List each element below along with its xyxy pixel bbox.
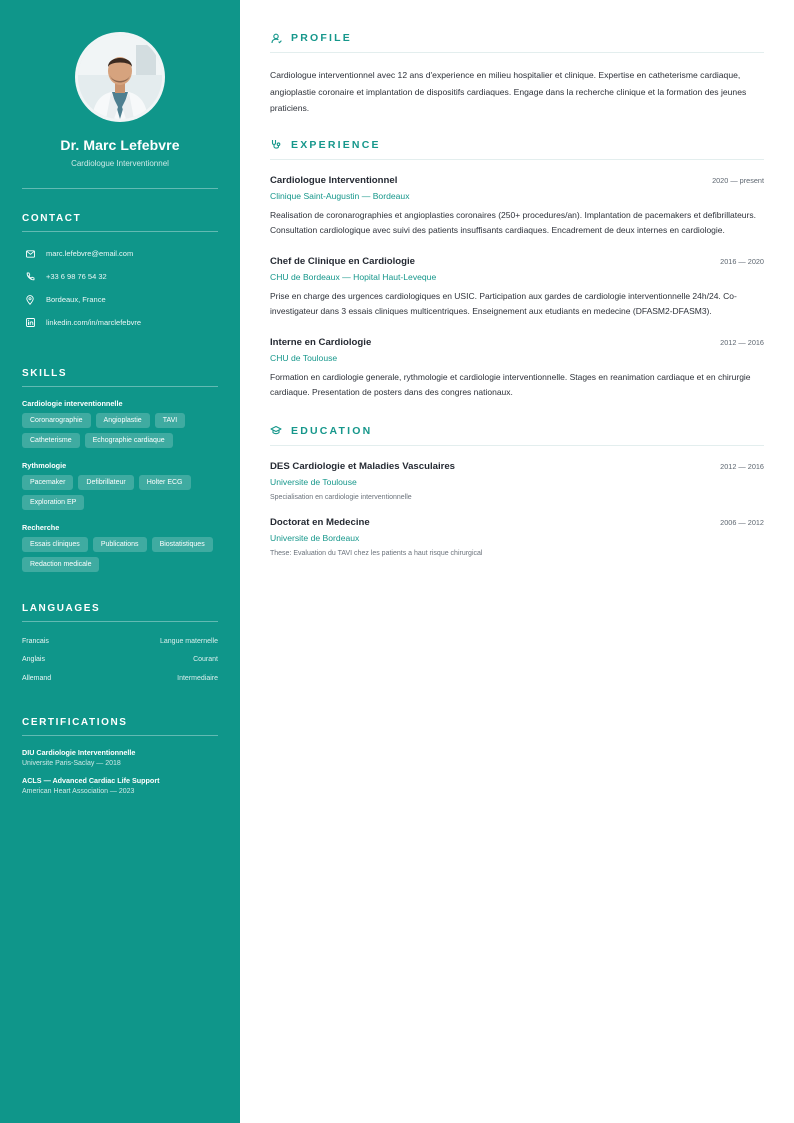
skill-group-rythmologie bbox=[22, 461, 218, 510]
user-icon bbox=[270, 32, 282, 44]
experience-section bbox=[270, 139, 764, 401]
contact-email[interactable] bbox=[22, 242, 218, 265]
skill-tag: Essais cliniques bbox=[22, 537, 88, 552]
graduation-cap-icon bbox=[270, 425, 282, 437]
degree-title: Doctorat en Medecine bbox=[270, 516, 370, 528]
language-name: Allemand bbox=[22, 674, 52, 682]
certification-org: Universite Paris-Saclay — 2018 bbox=[22, 759, 121, 767]
location-icon bbox=[24, 294, 36, 306]
certification-item bbox=[22, 776, 218, 795]
degree-dates: 2012 — 2016 bbox=[720, 461, 764, 471]
languages-heading: LANGUAGES bbox=[22, 603, 218, 622]
skill-tag: Redaction medicale bbox=[22, 557, 99, 572]
experience-entry bbox=[270, 337, 764, 401]
job-dates: 2012 — 2016 bbox=[720, 337, 764, 347]
certifications-heading: CERTIFICATIONS bbox=[22, 717, 218, 736]
profile-heading: PROFILE bbox=[291, 32, 352, 44]
contact-section bbox=[22, 213, 218, 334]
profile-section bbox=[270, 32, 764, 117]
language-name: Francais bbox=[22, 637, 49, 645]
contact-email-text: marc.lefebvre@email.com bbox=[46, 249, 134, 258]
language-row bbox=[22, 651, 218, 670]
experience-entry bbox=[270, 256, 764, 320]
entry-header bbox=[270, 517, 764, 528]
certifications-section bbox=[22, 717, 218, 795]
avatar-container bbox=[22, 32, 218, 122]
job-description: Realisation de coronarographies et angioplasties coronaires (250+ procedures/an). Implantation de pacemakers et defibrillateurs. Consultation cardiologique avec suivi des patients insuffisants cardiaques. Encadrement de deux internes en cardiologie. bbox=[270, 209, 756, 235]
degree-note: These: Evaluation du TAVI chez les patients a haut risque chirurgical bbox=[270, 549, 483, 557]
skill-tag: Pacemaker bbox=[22, 475, 73, 490]
job-employer: Clinique Saint-Augustin — Bordeaux bbox=[270, 190, 410, 201]
language-name: Anglais bbox=[22, 656, 45, 664]
certification-name: ACLS — Advanced Cardiac Life Support bbox=[22, 775, 160, 785]
skill-tag: Biostatistiques bbox=[152, 537, 213, 552]
job-description: Formation en cardiologie generale, rythmologie et cardiologie interventionnelle. Stages en reanimation cardiaque et en chirurgie cardiaque. Presentation de posters dans des congres nationaux. bbox=[270, 371, 751, 397]
skill-tag: Exploration EP bbox=[22, 495, 84, 510]
experience-heading: EXPERIENCE bbox=[291, 138, 381, 151]
degree-title: DES Cardiologie et Maladies Vasculaires bbox=[270, 460, 456, 472]
language-row bbox=[22, 669, 218, 688]
school-name: Universite de Toulouse bbox=[270, 476, 357, 487]
education-header bbox=[270, 425, 764, 446]
job-dates: 2020 — present bbox=[712, 175, 764, 185]
contact-phone[interactable] bbox=[22, 265, 218, 288]
contact-linkedin-text: linkedin.com/in/marclefebvre bbox=[46, 318, 142, 327]
school-name: Universite de Bordeaux bbox=[270, 532, 360, 543]
contact-list bbox=[22, 242, 218, 334]
profile-summary: Cardiologue interventionnel avec 12 ans d'experience en milieu hospitalier et clinique. Expertise en catheterisme cardiaque, angioplastie coronaire et implantation de dispositifs cardiaques. Engage dans la recherche clinique et la formation des jeunes praticiens. bbox=[270, 70, 747, 113]
sidebar bbox=[0, 0, 240, 1123]
job-title: Interne en Cardiologie bbox=[270, 336, 372, 348]
education-section bbox=[270, 425, 764, 557]
stethoscope-icon bbox=[270, 139, 282, 151]
skills-heading: SKILLS bbox=[22, 368, 218, 387]
person-name: Dr. Marc Lefebvre bbox=[60, 137, 180, 153]
entry-header bbox=[270, 256, 764, 267]
skill-tags bbox=[22, 413, 218, 448]
certification-item bbox=[22, 748, 218, 767]
portrait-photo bbox=[78, 35, 162, 119]
entry-header bbox=[270, 175, 764, 186]
education-heading: EDUCATION bbox=[291, 424, 373, 437]
skill-tag: Holter ECG bbox=[139, 475, 191, 490]
skill-tag: Angioplastie bbox=[96, 413, 150, 428]
skill-tags bbox=[22, 475, 218, 510]
contact-linkedin[interactable] bbox=[22, 311, 218, 334]
contact-location bbox=[22, 288, 218, 311]
degree-note: Specialisation en cardiologie interventionnelle bbox=[270, 493, 412, 501]
languages-section bbox=[22, 603, 218, 688]
profile-header bbox=[270, 32, 764, 53]
contact-location-text: Bordeaux, France bbox=[46, 295, 106, 304]
language-level: Langue maternelle bbox=[160, 637, 218, 645]
language-level: Courant bbox=[193, 656, 218, 664]
linkedin-icon bbox=[24, 317, 36, 329]
language-row bbox=[22, 632, 218, 651]
entry-header bbox=[270, 461, 764, 472]
language-level: Intermediaire bbox=[177, 674, 218, 682]
avatar bbox=[75, 32, 165, 122]
contact-heading: CONTACT bbox=[22, 213, 218, 232]
skill-group-cardiologie bbox=[22, 399, 218, 448]
certification-org: American Heart Association — 2023 bbox=[22, 787, 135, 795]
entry-header bbox=[270, 337, 764, 348]
skill-tag: TAVI bbox=[155, 413, 186, 428]
experience-entry bbox=[270, 175, 764, 239]
job-title: Chef de Clinique en Cardiologie bbox=[270, 255, 415, 267]
education-entry bbox=[270, 461, 764, 501]
job-description: Prise en charge des urgences cardiologiques en USIC. Participation aux gardes de cardiologie interventionnelle 24h/24. Co-investigateur dans 3 essais cliniques multicentriques. Enseignement aux etudiants en medecine (DFASM2-DFASM3). bbox=[270, 290, 737, 316]
phone-icon bbox=[24, 271, 36, 283]
person-title: Cardiologue Interventionnel bbox=[71, 159, 169, 168]
certification-name: DIU Cardiologie Interventionnelle bbox=[22, 747, 136, 757]
skill-group-title: Cardiologie interventionnelle bbox=[22, 399, 123, 408]
skill-tag: Publications bbox=[93, 537, 147, 552]
job-employer: CHU de Toulouse bbox=[270, 352, 338, 363]
skill-tag: Coronarographie bbox=[22, 413, 91, 428]
skills-section bbox=[22, 368, 218, 572]
degree-dates: 2006 — 2012 bbox=[720, 517, 764, 527]
skill-tag: Catheterisme bbox=[22, 433, 80, 448]
job-employer: CHU de Bordeaux — Hopital Haut-Leveque bbox=[270, 271, 437, 282]
education-entry bbox=[270, 517, 764, 557]
skill-tags bbox=[22, 537, 218, 572]
skill-tag: Defibrillateur bbox=[78, 475, 133, 490]
contact-phone-text: +33 6 98 76 54 32 bbox=[46, 272, 107, 281]
skill-group-title: Recherche bbox=[22, 523, 60, 532]
main-content bbox=[240, 0, 794, 1123]
skill-tag: Echographie cardiaque bbox=[85, 433, 173, 448]
job-title: Cardiologue Interventionnel bbox=[270, 174, 398, 186]
skill-group-title: Rythmologie bbox=[22, 461, 67, 470]
experience-header bbox=[270, 139, 764, 160]
mail-icon bbox=[24, 248, 36, 260]
job-dates: 2016 — 2020 bbox=[720, 256, 764, 266]
sidebar-divider bbox=[22, 188, 218, 189]
skill-group-recherche bbox=[22, 523, 218, 572]
